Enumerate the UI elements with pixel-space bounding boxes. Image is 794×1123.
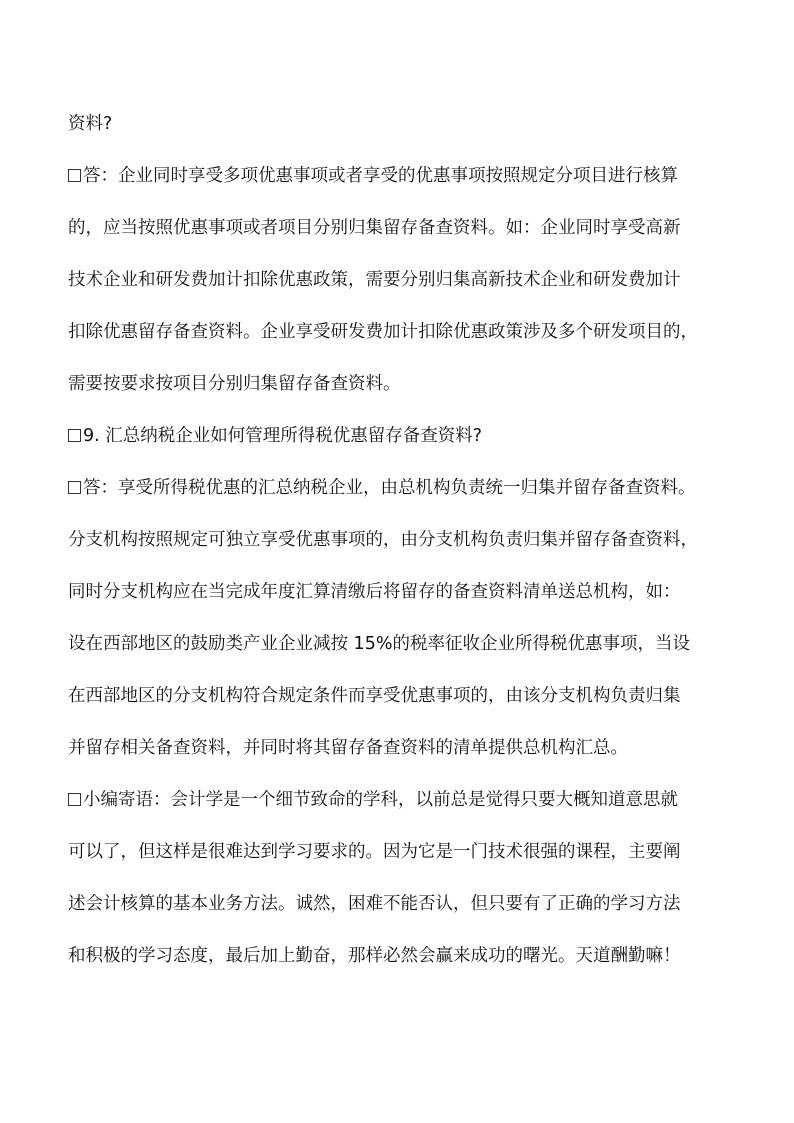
checkbox-icon (68, 481, 81, 494)
text-line-13 (68, 733, 748, 763)
text-line-11 (68, 629, 748, 659)
line-text: 同时分支机构应在当完成年度汇算清缴后将留存的备查资料清单送总机构，如： (68, 582, 681, 602)
text-line-17 (68, 941, 748, 971)
text-line-16 (68, 889, 748, 919)
text-line-15 (68, 837, 748, 867)
line-text: 小编寄语：会计学是一个细节致命的学科，以前总是觉得只要大概知道意思就 (83, 790, 678, 810)
line-text: 在西部地区的分支机构符合规定条件而享受优惠事项的，由该分支机构负责归集 (68, 686, 681, 706)
line-text: 设在西部地区的鼓励类产业企业减按 15%的税率征收企业所得税优惠事项，当设 (68, 634, 690, 654)
text-line-10 (68, 577, 748, 607)
line-text: 答：享受所得税优惠的汇总纳税企业，由总机构负责统一归集并留存备查资料。 (83, 478, 696, 498)
text-line-14 (68, 785, 748, 815)
text-line-1 (68, 109, 748, 139)
checkbox-icon (68, 429, 81, 442)
text-line-3 (68, 213, 748, 243)
line-text: 的，应当按照优惠事项或者项目分别归集留存备查资料。如：企业同时享受高新 (68, 218, 681, 238)
line-text: 可以了，但这样是很难达到学习要求的。因为它是一门技术很强的课程，主要阐 (68, 842, 681, 862)
text-line-2 (68, 161, 748, 191)
checkbox-icon (68, 793, 81, 806)
line-text: 答：企业同时享受多项优惠事项或者享受的优惠事项按照规定分项目进行核算 (83, 166, 678, 186)
text-line-4 (68, 265, 748, 295)
text-line-8 (68, 473, 748, 503)
text-line-9 (68, 525, 748, 555)
line-text: 并留存相关备查资料，并同时将其留存备查资料的清单提供总机构汇总。 (68, 738, 628, 758)
line-text: 需要按要求按项目分别归集留存备查资料。 (68, 374, 401, 394)
line-text: 述会计核算的基本业务方法。诚然，困难不能否认，但只要有了正确的学习方法 (68, 894, 681, 914)
line-text: 和积极的学习态度，最后加上勤奋，那样必然会赢来成功的曙光。天道酬勤嘛！ (68, 946, 681, 966)
line-text: 分支机构按照规定可独立享受优惠事项的，由分支机构负责归集并留存备查资料， (68, 530, 698, 550)
line-text: 资料? (68, 114, 113, 134)
text-line-12 (68, 681, 748, 711)
text-line-5 (68, 317, 748, 347)
checkbox-icon (68, 169, 81, 182)
line-text: 技术企业和研发费加计扣除优惠政策，需要分别归集高新技术企业和研发费加计 (68, 270, 681, 290)
line-text: 扣除优惠留存备查资料。企业享受研发费加计扣除优惠政策涉及多个研发项目的， (68, 322, 698, 342)
question-heading (68, 421, 748, 451)
line-text: 9. 汇总纳税企业如何管理所得税优惠留存备查资料? (83, 426, 483, 446)
text-line-6 (68, 369, 748, 399)
